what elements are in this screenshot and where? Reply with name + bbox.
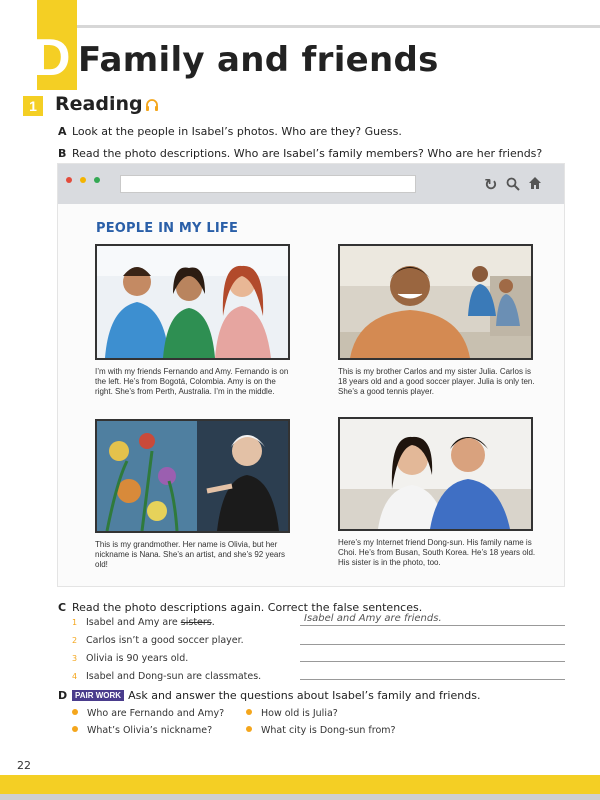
answer-line-4[interactable] <box>300 679 565 680</box>
instruction-d <box>58 689 480 702</box>
question-1 <box>72 708 224 719</box>
answer-line-1[interactable] <box>300 625 565 626</box>
sentence-number: 3 <box>72 654 78 663</box>
bullet-icon <box>246 709 252 715</box>
instruction-c-letter: C <box>58 601 67 614</box>
photo-internet-friend <box>338 417 533 531</box>
question-text: What’s Olivia’s nickname? <box>87 725 213 736</box>
question-text: Who are Fernando and Amy? <box>87 708 225 719</box>
instruction-c-text: Read the photo descriptions again. Correct the false sentences. <box>72 601 423 614</box>
search-icon[interactable] <box>506 177 520 191</box>
photo-friends <box>95 244 290 360</box>
question-2 <box>246 708 338 719</box>
browser-window <box>57 163 565 587</box>
caption-internet-friend: Here’s my Internet friend Dong-sun. His family name is Choi. He’s from Busan, South Korea. He’s 18 years old. His sister is in the photo, too. <box>338 538 536 567</box>
footer-band <box>0 775 600 800</box>
browser-toolbar <box>58 164 564 204</box>
photo-brother-sister <box>338 244 533 360</box>
sentence-text: Isabel and Amy are <box>86 617 181 628</box>
caption-grandmother: This is my grandmother. Her name is Olivia, but her nickname is Nana. She’s an artist, and she’s 92 years old! <box>95 540 286 569</box>
sentence-3 <box>72 653 188 664</box>
sentence-suffix: . <box>211 617 215 628</box>
instruction-d-text: Ask and answer the questions about Isabel’s family and friends. <box>128 689 481 702</box>
example-answer: Isabel and Amy are friends. <box>304 613 442 624</box>
sentence-2 <box>72 635 244 646</box>
instruction-a-text: Look at the people in Isabel’s photos. Who are they? Guess. <box>72 125 402 138</box>
instruction-b <box>58 147 542 160</box>
instruction-b-letter: B <box>58 147 67 160</box>
sentence-number: 1 <box>72 618 78 627</box>
answer-line-2[interactable] <box>300 644 565 645</box>
photo-grandmother <box>95 419 290 533</box>
close-dot-icon[interactable] <box>66 177 72 183</box>
bullet-icon <box>72 726 78 732</box>
caption-friends: I’m with my friends Fernando and Amy. Fernando is on the left. He’s from Bogotá, Colombia. Amy is on the right. She’s from Perth, Australia. I’m in the middle. <box>95 367 289 396</box>
home-icon[interactable] <box>528 176 542 190</box>
section-title: Reading <box>55 93 143 115</box>
instruction-b-text: Read the photo descriptions. Who are Isabel’s family members? Who are her friends? <box>72 147 543 160</box>
caption-brother-sister: This is my brother Carlos and my sister Julia. Carlos is 18 years old and a good soccer player. Julia is only ten. She’s a good tennis player. <box>338 367 535 396</box>
page-heading: PEOPLE IN MY LIFE <box>96 221 239 236</box>
header-rule <box>60 25 600 28</box>
question-3 <box>72 725 212 736</box>
instruction-a <box>58 125 402 138</box>
instruction-d-letter: D <box>58 689 68 702</box>
sentence-number: 4 <box>72 672 78 681</box>
question-text: What city is Dong-sun from? <box>261 725 396 736</box>
page-number: 22 <box>17 759 31 772</box>
pair-work-badge: PAIR WORK <box>72 690 124 701</box>
address-bar[interactable] <box>120 175 416 193</box>
footer-stripe <box>0 794 600 800</box>
question-4 <box>246 725 396 736</box>
sentence-text: Olivia is 90 years old. <box>86 653 189 664</box>
answer-line-3[interactable] <box>300 661 565 662</box>
struck-word: sisters <box>180 617 212 628</box>
unit-title: Family and friends <box>78 40 439 80</box>
unit-letter: D <box>33 29 71 87</box>
sentence-number: 2 <box>72 636 78 645</box>
section-number: 1 <box>23 96 43 116</box>
minimize-dot-icon[interactable] <box>80 177 86 183</box>
sentence-4 <box>72 671 261 682</box>
sentence-1 <box>72 617 215 628</box>
bullet-icon <box>72 709 78 715</box>
sentence-text: Carlos isn’t a good soccer player. <box>86 635 244 646</box>
sentence-text: Isabel and Dong-sun are classmates. <box>86 671 262 682</box>
bullet-icon <box>246 726 252 732</box>
headphones-icon[interactable] <box>145 98 159 112</box>
instruction-a-letter: A <box>58 125 67 138</box>
refresh-icon[interactable]: ↻ <box>484 175 498 194</box>
maximize-dot-icon[interactable] <box>94 177 100 183</box>
question-text: How old is Julia? <box>261 708 338 719</box>
